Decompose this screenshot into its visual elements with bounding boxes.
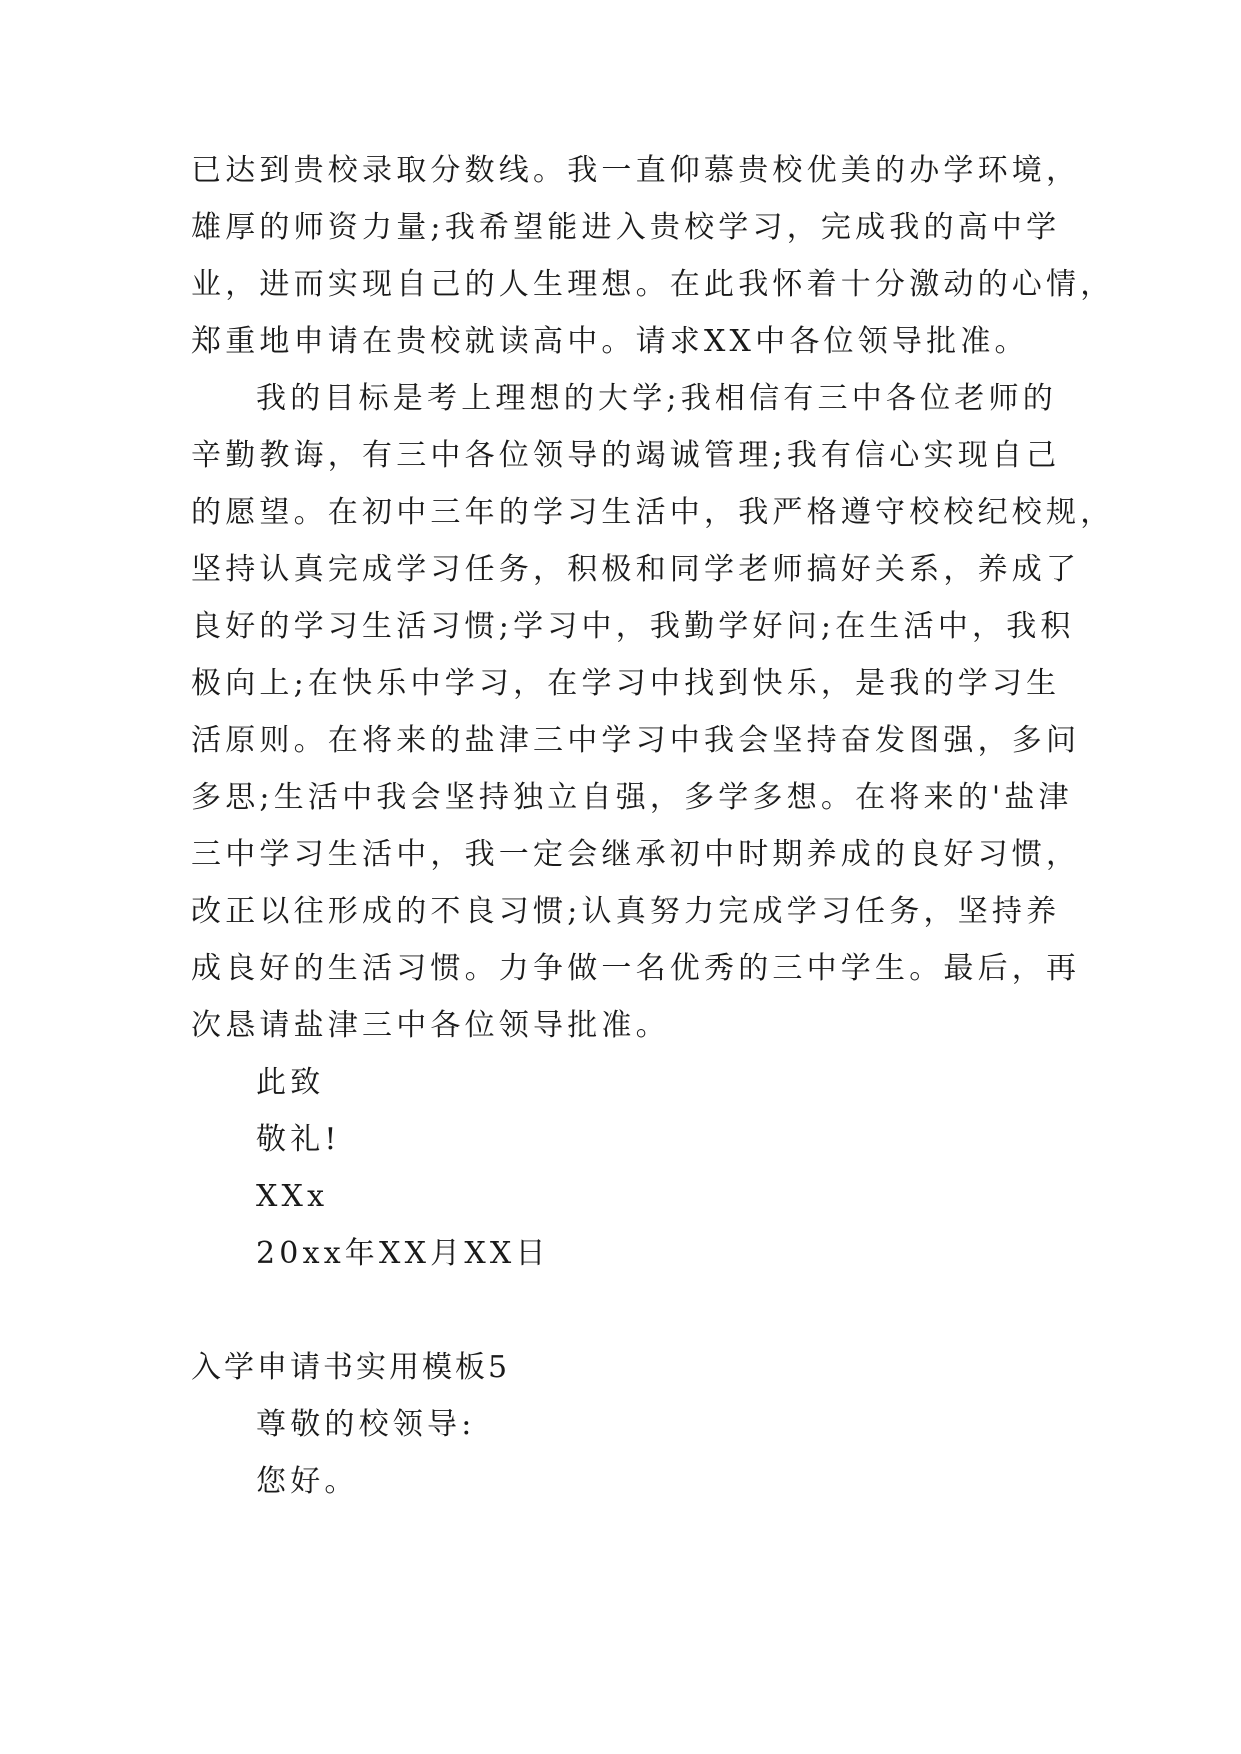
paragraph-line: 辛勤教诲，有三中各位领导的竭诚管理;我有信心实现自己 — [191, 438, 1061, 473]
paragraph-line: 已达到贵校录取分数线。我一直仰慕贵校优美的办学环境， — [191, 153, 1081, 188]
paragraph-line: 次恳请盐津三中各位领导批准。 — [191, 1008, 670, 1043]
paragraph-line: 三中学习生活中，我一定会继承初中时期养成的良好习惯， — [191, 837, 1081, 872]
paragraph-line: 多思;生活中我会坚持独立自强，多学多想。在将来的'盐津 — [191, 780, 1073, 815]
opening-line: 您好。 — [256, 1464, 359, 1499]
greeting: 尊敬的校领导: — [256, 1407, 476, 1442]
paragraph-line: 良好的学习生活习惯;学习中，我勤学好问;在生活中，我积 — [191, 609, 1075, 644]
paragraph-line: 郑重地申请在贵校就读高中。请求XX中各位领导批准。 — [191, 324, 1029, 359]
paragraph-line: 的愿望。在初中三年的学习生活中，我严格遵守校校纪校规， — [191, 495, 1115, 530]
section-title: 入学申请书实用模板5 — [191, 1350, 511, 1385]
closing-regards: 敬礼! — [256, 1122, 341, 1157]
date: 20xx年XX月XX日 — [256, 1236, 550, 1271]
paragraph-line: 改正以往形成的不良习惯;认真努力完成学习任务，坚持养 — [191, 894, 1061, 929]
paragraph-line: 业，进而实现自己的人生理想。在此我怀着十分激动的心情， — [191, 267, 1115, 302]
closing-salutation: 此致 — [256, 1065, 325, 1100]
paragraph-line: 雄厚的师资力量;我希望能进入贵校学习，完成我的高中学 — [191, 210, 1061, 245]
signature: XXx — [256, 1179, 329, 1214]
paragraph-line: 我的目标是考上理想的大学;我相信有三中各位老师的 — [256, 381, 1057, 416]
paragraph-line: 活原则。在将来的盐津三中学习中我会坚持奋发图强，多问 — [191, 723, 1081, 758]
paragraph-line: 极向上;在快乐中学习，在学习中找到快乐，是我的学习生 — [191, 666, 1061, 701]
paragraph-line: 坚持认真完成学习任务，积极和同学老师搞好关系，养成了 — [191, 552, 1081, 587]
paragraph-line: 成良好的生活习惯。力争做一名优秀的三中学生。最后，再 — [191, 951, 1081, 986]
